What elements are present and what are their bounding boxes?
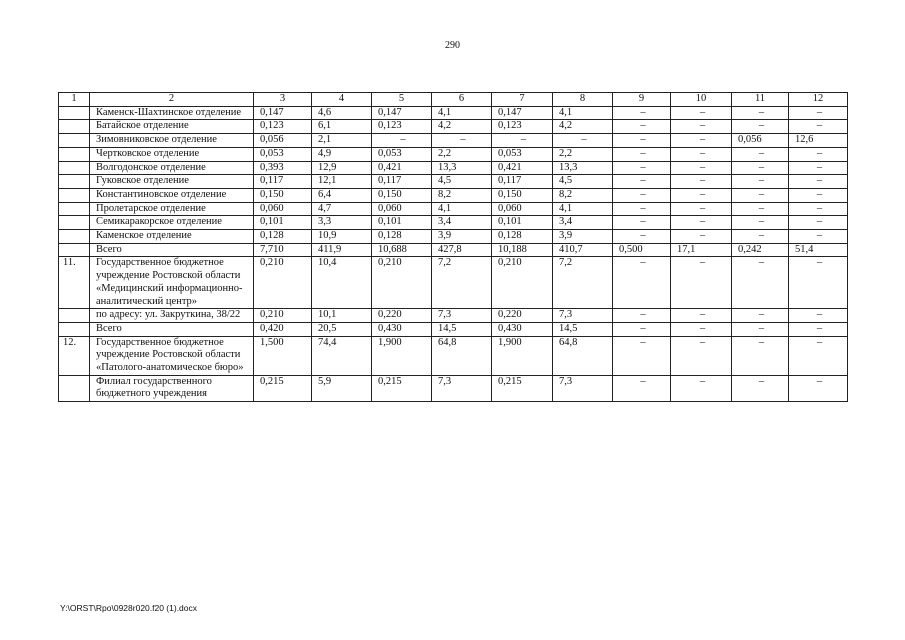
row-number-cell: 11. [59,257,90,309]
value-cell: 4,1 [553,106,613,120]
organization-name-cell: Всего [90,322,254,336]
row-number-cell [59,202,90,216]
value-cell: 4,2 [432,120,492,134]
column-number-cell: 6 [432,93,492,107]
value-cell: 8,2 [553,188,613,202]
value-cell: 0,056 [732,134,789,148]
organization-name-cell: по адресу: ул. Закруткина, 38/22 [90,309,254,323]
value-cell: 0,128 [492,230,553,244]
value-cell: – [671,216,732,230]
value-cell: – [789,230,848,244]
value-cell: 4,9 [312,147,372,161]
value-cell: 20,5 [312,322,372,336]
value-cell: – [613,120,671,134]
value-cell: – [492,134,553,148]
row-number-cell [59,243,90,257]
value-cell: 0,147 [254,106,312,120]
header-row [59,93,848,107]
value-cell: 0,147 [492,106,553,120]
column-number-cell: 8 [553,93,613,107]
column-number-cell: 9 [613,93,671,107]
organization-name-cell: Пролетарское отделение [90,202,254,216]
row-number-cell [59,230,90,244]
value-cell: 0,150 [254,188,312,202]
value-cell: 13,3 [432,161,492,175]
table-row [59,230,848,244]
value-cell: 0,117 [254,175,312,189]
value-cell: 0,053 [254,147,312,161]
value-cell: 0,215 [254,375,312,401]
row-number-cell [59,175,90,189]
value-cell: – [789,188,848,202]
row-number-cell [59,134,90,148]
value-cell: – [732,120,789,134]
page-number: 290 [445,40,460,51]
value-cell: 2,2 [432,147,492,161]
row-number-cell [59,106,90,120]
value-cell: 0,060 [254,202,312,216]
organization-name-cell: Зимовниковское отделение [90,134,254,148]
value-cell: 0,101 [372,216,432,230]
value-cell: 0,210 [372,257,432,309]
value-cell: 10,4 [312,257,372,309]
value-cell: 2,2 [553,147,613,161]
value-cell: 14,5 [432,322,492,336]
value-cell: 13,3 [553,161,613,175]
column-number-cell: 4 [312,93,372,107]
value-cell: 0,101 [254,216,312,230]
value-cell: – [789,216,848,230]
value-cell: – [613,188,671,202]
organization-name-cell: Государственное бюджетное учреждение Ростовской области «Медицинский информационно-аналитический центр» [90,257,254,309]
value-cell: – [613,161,671,175]
value-cell: – [789,161,848,175]
value-cell: 7,3 [553,309,613,323]
organization-name-cell: Филиал государственного бюджетного учреждения [90,375,254,401]
value-cell: – [732,161,789,175]
value-cell: – [732,322,789,336]
value-cell: – [732,175,789,189]
value-cell: – [613,175,671,189]
table-row [59,106,848,120]
value-cell: 427,8 [432,243,492,257]
value-cell: – [671,322,732,336]
table-row [59,243,848,257]
value-cell: 17,1 [671,243,732,257]
value-cell: 0,123 [254,120,312,134]
value-cell: – [732,147,789,161]
value-cell: – [613,322,671,336]
row-number-cell [59,216,90,230]
row-number-cell [59,161,90,175]
row-number-cell [59,188,90,202]
organization-name-cell: Семикаракорское отделение [90,216,254,230]
value-cell: 4,5 [432,175,492,189]
column-number-cell: 11 [732,93,789,107]
value-cell: – [372,134,432,148]
file-path-footer: Y:\ORST\Rpo\0928r020.f20 (1).docx [60,603,198,613]
value-cell: – [789,106,848,120]
value-cell: – [671,161,732,175]
value-cell: 0,123 [492,120,553,134]
value-cell: 3,9 [432,230,492,244]
row-number-cell [59,120,90,134]
value-cell: – [732,309,789,323]
table-row [59,257,848,309]
value-cell: 7,710 [254,243,312,257]
organization-name-cell: Всего [90,243,254,257]
value-cell: – [789,336,848,375]
value-cell: 0,150 [492,188,553,202]
organization-name-cell: Гуковское отделение [90,175,254,189]
value-cell: 0,220 [372,309,432,323]
table-row [59,134,848,148]
value-cell: 3,3 [312,216,372,230]
value-cell: 0,053 [372,147,432,161]
value-cell: – [671,175,732,189]
value-cell: – [671,202,732,216]
value-cell: 0,056 [254,134,312,148]
row-number-cell [59,375,90,401]
value-cell: 0,210 [254,309,312,323]
value-cell: 0,053 [492,147,553,161]
value-cell: 51,4 [789,243,848,257]
value-cell: – [732,336,789,375]
value-cell: 0,117 [492,175,553,189]
value-cell: – [789,375,848,401]
value-cell: – [613,202,671,216]
row-number-cell: 12. [59,336,90,375]
value-cell: 0,128 [372,230,432,244]
value-cell: 6,1 [312,120,372,134]
organization-name-cell: Каменское отделение [90,230,254,244]
organization-name-cell: Константиновское отделение [90,188,254,202]
value-cell: – [613,134,671,148]
value-cell: – [613,216,671,230]
value-cell: 1,500 [254,336,312,375]
value-cell: 0,500 [613,243,671,257]
value-cell: 64,8 [432,336,492,375]
value-cell: – [613,309,671,323]
value-cell: 6,4 [312,188,372,202]
value-cell: 7,2 [553,257,613,309]
value-cell: – [671,336,732,375]
value-cell: 12,1 [312,175,372,189]
value-cell: 0,421 [372,161,432,175]
value-cell: – [613,106,671,120]
value-cell: 0,215 [492,375,553,401]
column-number-cell: 3 [254,93,312,107]
value-cell: 5,9 [312,375,372,401]
table-row [59,175,848,189]
value-cell: 4,1 [432,202,492,216]
value-cell: 7,3 [432,309,492,323]
value-cell: 12,6 [789,134,848,148]
table-row [59,120,848,134]
row-number-cell [59,309,90,323]
value-cell: 4,1 [432,106,492,120]
value-cell: 0,210 [254,257,312,309]
value-cell: 10,688 [372,243,432,257]
value-cell: 14,5 [553,322,613,336]
value-cell: – [732,202,789,216]
column-number-cell: 5 [372,93,432,107]
value-cell: – [671,188,732,202]
value-cell: 4,1 [553,202,613,216]
value-cell: – [432,134,492,148]
column-number-cell: 10 [671,93,732,107]
value-cell: 3,9 [553,230,613,244]
value-cell: – [613,375,671,401]
value-cell: – [553,134,613,148]
table-row [59,188,848,202]
value-cell: 12,9 [312,161,372,175]
value-cell: 0,147 [372,106,432,120]
value-cell: – [789,202,848,216]
value-cell: – [789,175,848,189]
column-number-cell: 2 [90,93,254,107]
value-cell: 0,123 [372,120,432,134]
value-cell: 0,242 [732,243,789,257]
value-cell: 0,150 [372,188,432,202]
column-number-cell: 1 [59,93,90,107]
value-cell: 410,7 [553,243,613,257]
value-cell: – [671,147,732,161]
column-number-cell: 7 [492,93,553,107]
value-cell: 0,421 [492,161,553,175]
value-cell: – [613,147,671,161]
organization-name-cell: Чертковское отделение [90,147,254,161]
value-cell: – [732,257,789,309]
value-cell: – [671,309,732,323]
organization-name-cell: Государственное бюджетное учреждение Ростовской области «Патолого-анатомическое бюро» [90,336,254,375]
value-cell: 0,117 [372,175,432,189]
value-cell: 0,420 [254,322,312,336]
row-number-cell [59,322,90,336]
value-cell: 4,2 [553,120,613,134]
organization-name-cell: Каменск-Шахтинское отделение [90,106,254,120]
value-cell: – [613,336,671,375]
value-cell: 0,060 [492,202,553,216]
value-cell: 64,8 [553,336,613,375]
table-row [59,336,848,375]
value-cell: – [671,375,732,401]
table-row [59,161,848,175]
value-cell: 1,900 [492,336,553,375]
value-cell: 0,430 [372,322,432,336]
value-cell: 7,3 [553,375,613,401]
value-cell: 7,3 [432,375,492,401]
value-cell: – [789,257,848,309]
value-cell: – [789,322,848,336]
value-cell: – [789,309,848,323]
table-row [59,147,848,161]
value-cell: – [789,120,848,134]
value-cell: 0,128 [254,230,312,244]
value-cell: 10,188 [492,243,553,257]
value-cell: 0,430 [492,322,553,336]
table-row [59,202,848,216]
value-cell: 8,2 [432,188,492,202]
value-cell: – [671,230,732,244]
table-row [59,375,848,401]
value-cell: 7,2 [432,257,492,309]
data-table [58,92,848,402]
value-cell: 0,101 [492,216,553,230]
value-cell: 1,900 [372,336,432,375]
value-cell: – [613,257,671,309]
table-row [59,322,848,336]
value-cell: – [732,188,789,202]
value-cell: 0,220 [492,309,553,323]
column-number-cell: 12 [789,93,848,107]
organization-name-cell: Батайское отделение [90,120,254,134]
value-cell: 4,7 [312,202,372,216]
table-row [59,309,848,323]
value-cell: 74,4 [312,336,372,375]
value-cell: 4,6 [312,106,372,120]
table-row [59,216,848,230]
value-cell: 3,4 [432,216,492,230]
row-number-cell [59,147,90,161]
organization-name-cell: Волгодонское отделение [90,161,254,175]
value-cell: – [732,106,789,120]
value-cell: – [732,375,789,401]
value-cell: 10,9 [312,230,372,244]
value-cell: – [671,134,732,148]
value-cell: 0,060 [372,202,432,216]
value-cell: – [732,216,789,230]
value-cell: – [613,230,671,244]
value-cell: – [789,147,848,161]
value-cell: – [671,257,732,309]
value-cell: 3,4 [553,216,613,230]
value-cell: 411,9 [312,243,372,257]
value-cell: 10,1 [312,309,372,323]
value-cell: 4,5 [553,175,613,189]
value-cell: – [732,230,789,244]
value-cell: 0,210 [492,257,553,309]
value-cell: – [671,106,732,120]
value-cell: 0,393 [254,161,312,175]
value-cell: – [671,120,732,134]
value-cell: 0,215 [372,375,432,401]
value-cell: 2,1 [312,134,372,148]
